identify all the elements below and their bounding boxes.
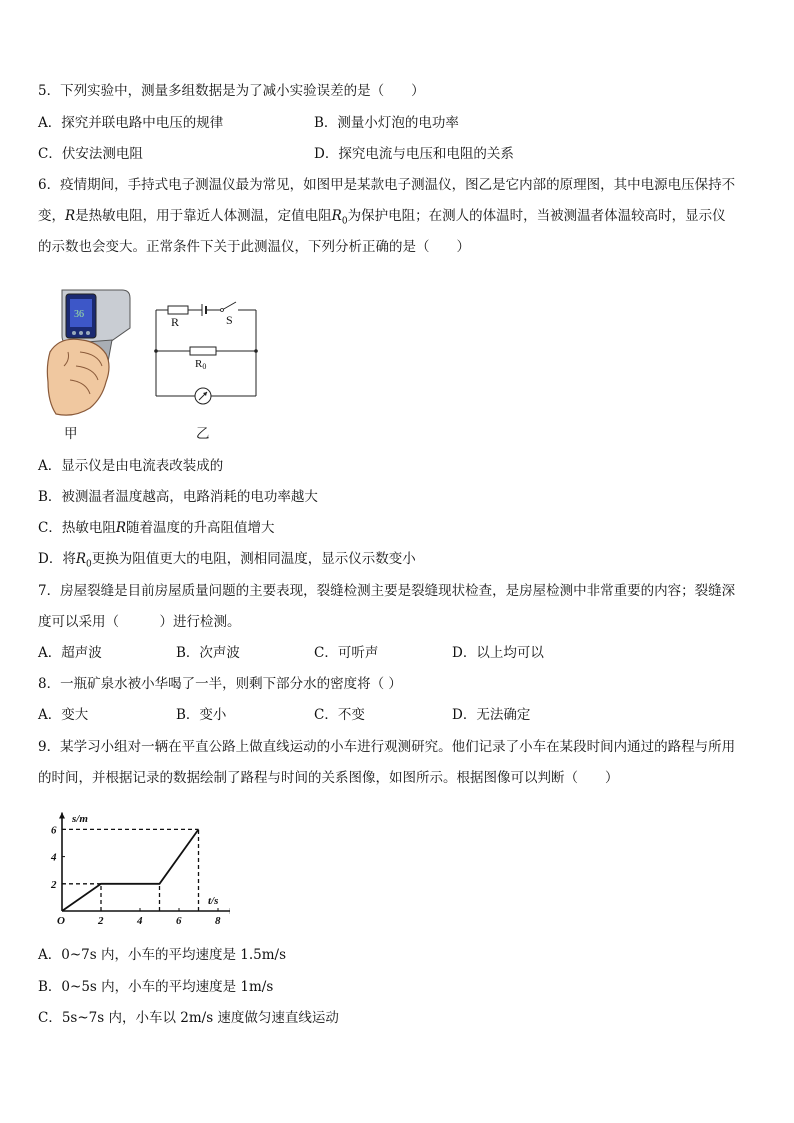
q7-option-a: A．超声波 [38,645,102,661]
q8-stem: 8．一瓶矿泉水被小华喝了一半，则剩下部分水的密度将（ ） [38,676,402,692]
x-axis-label: t/s [208,895,219,907]
q9-option-b: B．0~5s 内，小车的平均速度是 1m/s [38,979,274,995]
y-axis-label: s/m [72,813,88,825]
svg-text:36: 36 [74,309,84,320]
y-axis-arrow [59,813,65,819]
q5-stem: 5．下列实验中，测量多组数据是为了减小实验误差的是（ ） [38,83,425,99]
x-tick-label-4: 4 [137,915,143,927]
circuit-label-s: S [226,313,233,327]
q9-line-1: 9．某学习小组对一辆在平直公路上做直线运动的小车进行观测研究。他们记录了小车在某段时间内通过的路程与所用 [38,739,736,755]
circuit-label-r: R [171,315,180,329]
q7-option-d: D．以上均可以 [452,645,544,661]
figure-label-yi: 乙 [196,426,210,442]
thermometer-figure [40,282,140,422]
chart-series [62,829,199,911]
series-line-0 [62,829,199,911]
y-tick-label-2: 2 [51,878,57,891]
y-tick-label-6: 6 [51,824,57,837]
q6-option-a: A．显示仪是由电流表改装成的 [38,458,224,474]
q8-option-b: B．变小 [176,707,227,723]
x-tick-label-6: 6 [176,915,182,927]
q8-option-c: C．不变 [314,707,365,723]
chart-axes [59,813,230,914]
q6-line-2: 变，R是热敏电阻，用于靠近人体测温，定值电阻$R_0$为保护电阻；在测人的体温时，当被测温者体温较高时，显示仪 [38,208,726,227]
q9-option-a: A．0~7s 内，小车的平均速度是 1.5m/s [38,947,286,963]
q6-line-1: 6．疫情期间，手持式电子测温仪最为常见，如图甲是某款电子测温仪，图乙是它内部的原理图，其中电源电压保持不 [38,177,736,193]
q5-option-d: D．探究电流与电压和电阻的关系 [314,146,514,162]
q7-option-b: B．次声波 [176,645,240,661]
q9-line-2: 的时间，并根据记录的数据绘制了路程与时间的关系图像，如图所示。根据图像可以判断（ ） [38,770,619,786]
figure-label-jia: 甲 [64,426,78,442]
distance-time-chart [40,805,230,930]
q6-option-b: B．被测温者温度越高，电路消耗的电功率越大 [38,489,318,505]
x-tick-label-2: 2 [98,915,104,927]
q5-option-a: A．探究并联电路中电压的规律 [38,115,224,131]
y-tick-label-4: 4 [51,851,57,864]
chart-guides [62,829,199,911]
q9-option-c: C．5s~7s 内，小车以 2m/s 速度做匀速直线运动 [38,1010,339,1026]
circuit-label-r0: R0 [195,358,207,371]
origin-label: O [57,915,65,927]
q7-option-c: C．可听声 [314,645,379,661]
q5-option-c: C．伏安法测电阻 [38,146,143,162]
x-tick-label-8: 8 [215,915,221,927]
q5-option-b: B．测量小灯泡的电功率 [314,115,459,131]
q8-option-a: A．变大 [38,707,89,723]
q7-line-2: 度可以采用（ ）进行检测。 [38,614,241,630]
q7-line-1: 7．房屋裂缝是目前房屋质量问题的主要表现，裂缝检测主要是裂缝现状检查，是房屋检测中非常重要的内容；裂缝深 [38,583,736,599]
circuit-diagram [150,296,262,412]
q6-line-3: 的示数也会变大。正常条件下关于此测温仪，下列分析正确的是（ ） [38,239,470,255]
q6-option-d: D．将$R_0$更换为阻值更大的电阻，测相同温度，显示仪示数变小 [38,551,416,570]
q6-option-c: C．热敏电阻R随着温度的升高阻值增大 [38,520,275,536]
q8-option-d: D．无法确定 [452,707,531,723]
